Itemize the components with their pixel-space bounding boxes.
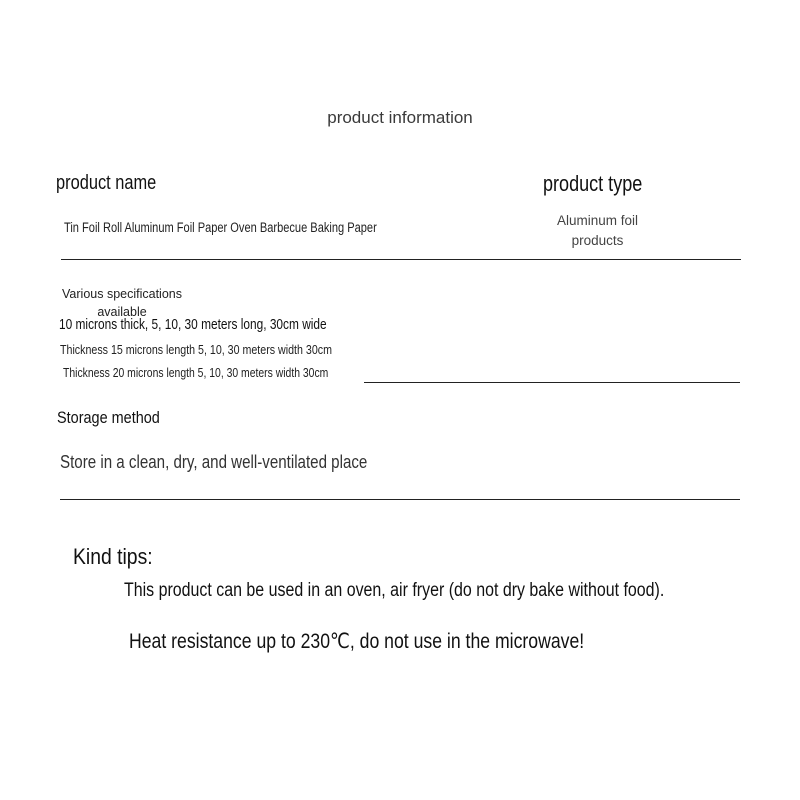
product-type-label [543, 171, 664, 197]
storage-method-label-text: Storage method [57, 408, 160, 427]
spec-line-text: Thickness 15 microns length 5, 10, 30 meters width 30cm [60, 342, 332, 357]
product-name-label-text: product name [56, 172, 157, 194]
specifications-label: Various specifications available [62, 287, 182, 319]
divider-2 [364, 382, 740, 383]
product-name-value [64, 220, 445, 235]
divider-1 [61, 259, 741, 260]
tip-item-text: Heat resistance up to 230℃, do not use in the microwave! [129, 630, 585, 653]
storage-method-value-text: Store in a clean, dry, and well-ventilated place [60, 452, 368, 472]
kind-tips-label [73, 544, 164, 570]
product-type-label-text: product type [543, 171, 643, 196]
spec-line [63, 365, 395, 380]
product-name-label [56, 172, 178, 195]
product-name-value-text: Tin Foil Roll Aluminum Foil Paper Oven Barbecue Baking Paper [64, 220, 377, 235]
tip-item-text: This product can be used in an oven, air fryer (do not dry bake without food). [124, 580, 665, 601]
spec-line-text: 10 microns thick, 5, 10, 30 meters long, 30cm wide [59, 317, 327, 333]
tip-item [129, 629, 671, 654]
tip-item [124, 580, 767, 602]
section-heading [0, 108, 800, 128]
spec-line-text: Thickness 20 microns length 5, 10, 30 meters width 30cm [63, 365, 329, 380]
product-type-value: Aluminum foil products [556, 213, 639, 248]
divider-3 [60, 499, 740, 500]
storage-method-label [57, 408, 178, 428]
spec-line [60, 342, 392, 357]
storage-method-value [60, 452, 426, 473]
kind-tips-label-text: Kind tips: [73, 544, 153, 569]
spec-line [59, 317, 385, 333]
section-heading-text: product information [327, 108, 473, 127]
